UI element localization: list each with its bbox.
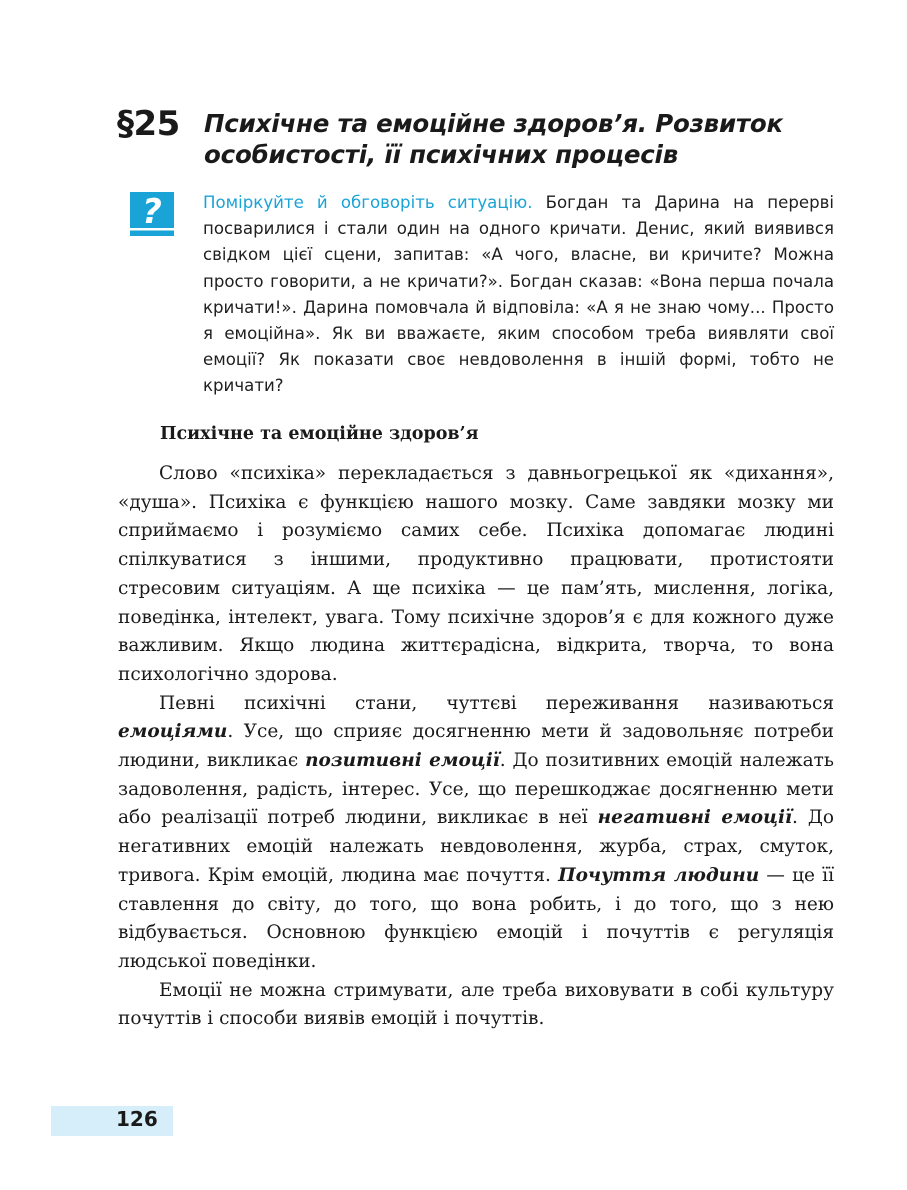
svg-text:?: ? bbox=[142, 192, 162, 232]
text-run: . До позитивних емоцій належать задоволення, радість, інтерес. Усе, що перешкоджає досягненню мети або реалізації потреб людини, викликає в неї bbox=[118, 750, 834, 829]
discussion-task bbox=[203, 190, 834, 400]
text-run: . До негативних емоцій належать невдоволення, журба, страх, смуток, тривога. Крім емоцій, людина має почуття. bbox=[118, 807, 835, 886]
text-run: . Усе, що сприяє досягненню мети й задовольняє потреби людини, викликає bbox=[118, 721, 834, 772]
task-text: Богдан та Дарина на перерві посварилися і стали один на одного кричати. Денис, який виявився свідком цієї сцени, запитав: «А чого, власне, ви кричите? Можна просто говорити, а не кричати?». Богдан сказав: «Вона перша почала кричати!». Дарина помовчала й відповіла: «А я не знаю чому... Просто я емоційна». Як ви вважаєте, яким способом треба виявляти свої емоції? Як показати своє невдоволення в іншій формі, тобто не кричати? bbox=[203, 193, 834, 396]
text-run: Певні психічні стани, чуттєві переживання називаються bbox=[159, 692, 834, 714]
page-number: 126 bbox=[116, 1107, 158, 1131]
term-feelings: Почуття людини bbox=[558, 864, 760, 886]
body-paragraph-1: Слово «психіка» перекладається з давньогрецької як «дихання», «душа». Психіка є функцією нашого мозку. Саме завдяки мозку ми сприймаємо і розуміємо самих себе. Психіка допомагає людині спілкуватися з іншими, продуктивно працювати, протистояти стресовим ситуаціям. А ще психіка — це пам’ять, мислення, логіка, поведінка, інтелект, увага. Тому психічне здоров’я є для кожного дуже важливим. Якщо людина життєрадісна, відкрита, творча, то вона психологічно здорова. bbox=[118, 463, 834, 685]
text-run: — це її ставлення до світу, до того, що вона робить, і до того, що з нею відбувається. Основною функцією емоцій і почуттів є регуляція людської поведінки. bbox=[118, 864, 834, 972]
term-emotions: емоціями bbox=[118, 721, 228, 743]
paragraph-number: §25 bbox=[117, 104, 180, 144]
term-positive-emotions: позитивні емоції bbox=[305, 750, 500, 772]
paragraph-title: Психічне та емоційне здоров’я. Розвиток особистості, її психічних процесів bbox=[204, 109, 783, 169]
body-text bbox=[118, 460, 834, 1034]
section-subheading: Психічне та емоційне здоров’я bbox=[160, 424, 479, 444]
task-lead: Поміркуйте й обговоріть ситуацію. bbox=[203, 193, 533, 212]
question-mark-icon bbox=[130, 192, 174, 236]
term-negative-emotions: негативні емоції bbox=[597, 807, 793, 829]
body-paragraph-3: Емоції не можна стримувати, але треба виховувати в собі культуру почуттів і способи виявів емоцій і почуттів. bbox=[118, 979, 834, 1030]
body-paragraph-2 bbox=[118, 690, 834, 977]
